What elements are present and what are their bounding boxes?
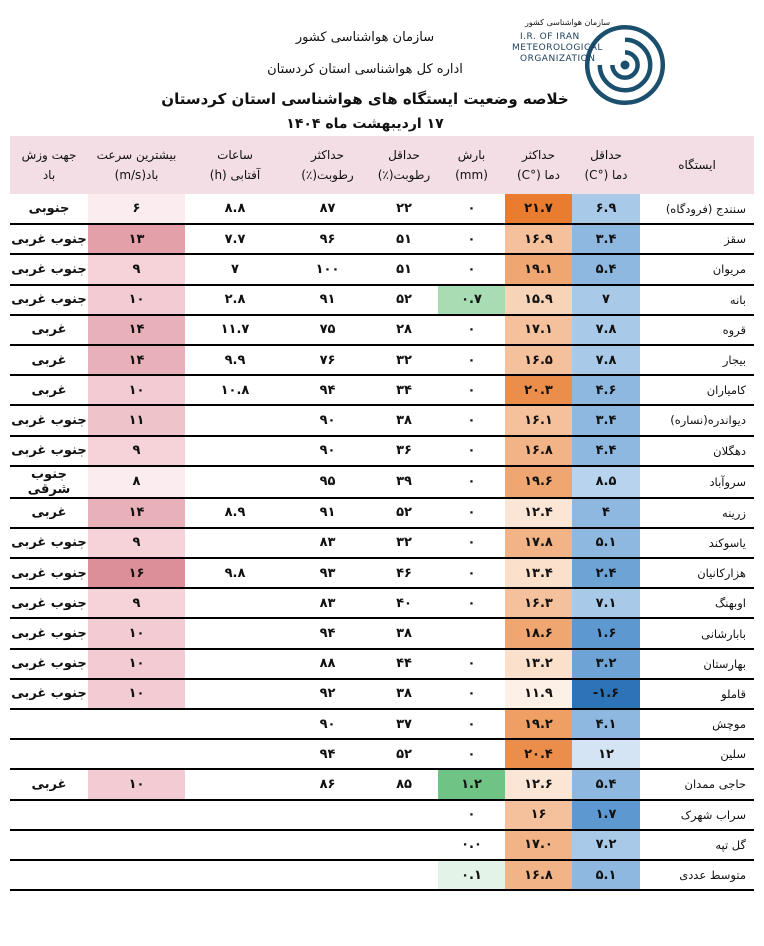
cell-wind [88, 709, 185, 739]
cell-wind: ۱۶ [88, 558, 185, 588]
cell-sun: ۷.۷ [185, 224, 285, 254]
cell-station: سلین [640, 739, 754, 769]
cell-precip: ۰ [438, 436, 505, 466]
cell-tmax: ۱۷.۱ [505, 315, 572, 345]
cell-wind [88, 800, 185, 830]
cell-rhmax: ۸۷ [285, 194, 370, 224]
cell-rhmin [370, 830, 438, 860]
cell-station: موچش [640, 709, 754, 739]
cell-sun [185, 860, 285, 890]
cell-sun [185, 588, 285, 618]
cell-tmax: ۱۶.۸ [505, 860, 572, 890]
cell-rhmin: ۳۸ [370, 679, 438, 709]
report-header [0, 0, 764, 140]
cell-wind: ۱۴ [88, 498, 185, 528]
cell-station: دیواندره(نساره) [640, 405, 754, 435]
cell-wind: ۱۱ [88, 405, 185, 435]
cell-station: سنندج (فرودگاه) [640, 194, 754, 224]
cell-tmin: ۵.۱ [572, 860, 640, 890]
cell-rhmin: ۲۲ [370, 194, 438, 224]
cell-precip: ۰ [438, 345, 505, 375]
cell-sun [185, 618, 285, 648]
report-date: ۱۷ اردیبهشت ماه ۱۴۰۴ [286, 116, 444, 132]
cell-tmax: ۱۸.۶ [505, 618, 572, 648]
cell-tmax: ۱۵.۹ [505, 285, 572, 315]
cell-station: هزارکانیان [640, 558, 754, 588]
cell-wind: ۱۰ [88, 649, 185, 679]
cell-station: بهارستان [640, 649, 754, 679]
cell-dir: غربی [10, 315, 88, 345]
cell-wind [88, 860, 185, 890]
cell-rhmax: ۹۴ [285, 375, 370, 405]
cell-precip: ۰ [438, 709, 505, 739]
cell-tmin: ۸.۵ [572, 466, 640, 498]
col-tmin: حداقل دما (°C) [572, 136, 640, 194]
cell-station: یاسوکند [640, 528, 754, 558]
table-row [10, 315, 754, 345]
table-row [10, 436, 754, 466]
office-name: اداره کل هواشناسی استان کردستان [267, 62, 463, 77]
cell-tmin: ۳.۴ [572, 224, 640, 254]
cell-rhmax: ۹۶ [285, 224, 370, 254]
cell-tmin: ۴.۴ [572, 436, 640, 466]
cell-dir: جنوب غربی [10, 224, 88, 254]
cell-dir: جنوب غربی [10, 618, 88, 648]
cell-sun [185, 830, 285, 860]
col-station: ایستگاه [640, 136, 754, 194]
table-row [10, 709, 754, 739]
col-dir: جهت وزش باد [10, 136, 88, 194]
cell-station: دهگلان [640, 436, 754, 466]
cell-tmax: ۱۶.۹ [505, 224, 572, 254]
cell-precip: ۰.۷ [438, 285, 505, 315]
cell-wind: ۹ [88, 588, 185, 618]
cell-wind: ۹ [88, 436, 185, 466]
cell-tmax: ۱۶.۳ [505, 588, 572, 618]
cell-tmax: ۱۷.۰ [505, 830, 572, 860]
cell-station: قروه [640, 315, 754, 345]
cell-tmax: ۱۱.۹ [505, 679, 572, 709]
cell-tmax: ۲۱.۷ [505, 194, 572, 224]
cell-rhmin: ۵۱ [370, 224, 438, 254]
cell-dir: جنوب غربی [10, 285, 88, 315]
cell-rhmin: ۳۹ [370, 466, 438, 498]
cell-precip: ۰ [438, 588, 505, 618]
cell-tmax: ۱۲.۶ [505, 769, 572, 799]
cell-dir: جنوب شرقی [10, 466, 88, 498]
table-row [10, 739, 754, 769]
cell-tmax: ۱۹.۱ [505, 254, 572, 284]
table-row [10, 618, 754, 648]
cell-dir: غربی [10, 345, 88, 375]
cell-wind: ۱۳ [88, 224, 185, 254]
cell-wind: ۱۰ [88, 679, 185, 709]
cell-wind: ۹ [88, 254, 185, 284]
cell-tmin: ۱.۶ [572, 618, 640, 648]
cell-sun: ۱۰.۸ [185, 375, 285, 405]
cell-rhmax: ۱۰۰ [285, 254, 370, 284]
cell-tmax: ۱۹.۲ [505, 709, 572, 739]
logo-line-1: I.R. OF IRAN [520, 32, 580, 42]
cell-rhmax: ۹۰ [285, 405, 370, 435]
cell-dir [10, 709, 88, 739]
cell-tmin: ۷.۸ [572, 315, 640, 345]
cell-wind: ۱۰ [88, 375, 185, 405]
cell-station: سروآباد [640, 466, 754, 498]
table-row [10, 800, 754, 830]
cell-dir: جنوب غربی [10, 254, 88, 284]
cell-tmin: ۱.۷ [572, 800, 640, 830]
cell-rhmax: ۹۰ [285, 436, 370, 466]
cell-rhmax: ۸۳ [285, 588, 370, 618]
cell-tmax: ۱۳.۲ [505, 649, 572, 679]
cell-sun: ۲.۸ [185, 285, 285, 315]
cell-tmin: ۵.۱ [572, 528, 640, 558]
cell-rhmin [370, 800, 438, 830]
cell-rhmin: ۵۲ [370, 498, 438, 528]
report-title: خلاصه وضعیت ایستگاه های هواشناسی استان کردستان [161, 90, 569, 108]
org-name: سازمان هواشناسی کشور [295, 30, 435, 45]
col-tmax: حداکثر دما (°C) [505, 136, 572, 194]
cell-precip [438, 618, 505, 648]
cell-wind: ۶ [88, 194, 185, 224]
cell-rhmin: ۳۸ [370, 405, 438, 435]
cell-tmax: ۱۹.۶ [505, 466, 572, 498]
cell-sun [185, 528, 285, 558]
table-row [10, 588, 754, 618]
cell-tmin: ۷.۲ [572, 830, 640, 860]
cell-rhmin: ۳۷ [370, 709, 438, 739]
table-row [10, 466, 754, 498]
cell-station: سراب شهرک [640, 800, 754, 830]
cell-rhmax: ۹۰ [285, 709, 370, 739]
table-row [10, 649, 754, 679]
cell-precip: ۰ [438, 800, 505, 830]
cell-precip: ۰ [438, 254, 505, 284]
cell-dir [10, 860, 88, 890]
col-wind: بیشترین سرعت باد(m/s) [88, 136, 185, 194]
cell-rhmax: ۹۳ [285, 558, 370, 588]
cell-rhmin: ۳۲ [370, 528, 438, 558]
meteorological-logo-icon [580, 20, 670, 110]
cell-rhmax [285, 800, 370, 830]
table-row [10, 405, 754, 435]
cell-rhmax: ۹۱ [285, 285, 370, 315]
cell-sun: ۸.۹ [185, 498, 285, 528]
cell-sun [185, 405, 285, 435]
cell-dir: غربی [10, 498, 88, 528]
logo-fa-text: سازمان هواشناسی کشور [525, 18, 611, 27]
cell-wind [88, 739, 185, 769]
cell-station: اوبهنگ [640, 588, 754, 618]
table-row [10, 285, 754, 315]
cell-station: متوسط عددی [640, 860, 754, 890]
cell-tmax: ۱۷.۸ [505, 528, 572, 558]
cell-rhmax: ۹۱ [285, 498, 370, 528]
cell-station: حاجی ممدان [640, 769, 754, 799]
cell-rhmin: ۳۸ [370, 618, 438, 648]
table-header-row [10, 136, 754, 194]
cell-rhmin: ۵۱ [370, 254, 438, 284]
cell-dir: جنوب غربی [10, 528, 88, 558]
cell-tmin: ۷.۸ [572, 345, 640, 375]
cell-tmin: ۱.۶- [572, 679, 640, 709]
cell-rhmax: ۹۴ [285, 739, 370, 769]
cell-wind: ۱۰ [88, 285, 185, 315]
logo-line-2: METEOROLOGICAL [512, 43, 603, 53]
cell-rhmax: ۹۵ [285, 466, 370, 498]
cell-precip: ۰ [438, 466, 505, 498]
cell-precip: ۰ [438, 194, 505, 224]
cell-sun [185, 769, 285, 799]
cell-dir [10, 800, 88, 830]
cell-tmin: ۳.۲ [572, 649, 640, 679]
cell-tmin: ۵.۴ [572, 769, 640, 799]
cell-rhmin: ۵۲ [370, 285, 438, 315]
cell-dir: غربی [10, 375, 88, 405]
cell-tmax: ۲۰.۳ [505, 375, 572, 405]
cell-station: سقز [640, 224, 754, 254]
cell-sun: ۷ [185, 254, 285, 284]
cell-rhmin: ۴۰ [370, 588, 438, 618]
cell-precip: ۰ [438, 649, 505, 679]
cell-tmax: ۱۶.۸ [505, 436, 572, 466]
table-row [10, 528, 754, 558]
col-rhmax: حداکثر رطوبت(٪) [285, 136, 370, 194]
cell-sun [185, 466, 285, 498]
cell-dir: غربی [10, 769, 88, 799]
cell-dir: جنوبی [10, 194, 88, 224]
table-row [10, 830, 754, 860]
cell-sun: ۹.۸ [185, 558, 285, 588]
col-precip: بارش (mm) [438, 136, 505, 194]
cell-rhmax: ۷۶ [285, 345, 370, 375]
cell-tmin: ۱۲ [572, 739, 640, 769]
cell-precip: ۱.۲ [438, 769, 505, 799]
cell-tmax: ۱۶.۵ [505, 345, 572, 375]
cell-rhmin: ۵۲ [370, 739, 438, 769]
cell-station: کامیاران [640, 375, 754, 405]
cell-rhmax: ۸۸ [285, 649, 370, 679]
cell-sun: ۸.۸ [185, 194, 285, 224]
cell-dir: جنوب غربی [10, 558, 88, 588]
cell-station: گل تپه [640, 830, 754, 860]
table-row [10, 860, 754, 890]
cell-sun: ۹.۹ [185, 345, 285, 375]
cell-precip: ۰ [438, 739, 505, 769]
table-row [10, 498, 754, 528]
cell-wind: ۱۰ [88, 618, 185, 648]
cell-rhmin: ۳۲ [370, 345, 438, 375]
cell-tmin: ۴.۶ [572, 375, 640, 405]
cell-wind: ۱۴ [88, 345, 185, 375]
cell-tmax: ۲۰.۴ [505, 739, 572, 769]
cell-station: قاملو [640, 679, 754, 709]
cell-station: مریوان [640, 254, 754, 284]
cell-dir: جنوب غربی [10, 679, 88, 709]
cell-sun [185, 800, 285, 830]
cell-rhmax [285, 830, 370, 860]
cell-sun: ۱۱.۷ [185, 315, 285, 345]
cell-rhmax: ۸۶ [285, 769, 370, 799]
col-rhmin: حداقل رطوبت(٪) [370, 136, 438, 194]
table-row [10, 375, 754, 405]
cell-tmin: ۴.۱ [572, 709, 640, 739]
table-row [10, 254, 754, 284]
cell-dir [10, 739, 88, 769]
cell-station: زرینه [640, 498, 754, 528]
cell-tmax: ۱۲.۴ [505, 498, 572, 528]
table-row [10, 345, 754, 375]
table-row [10, 679, 754, 709]
cell-tmax: ۱۶.۱ [505, 405, 572, 435]
cell-tmin: ۳.۴ [572, 405, 640, 435]
weather-table [10, 136, 754, 891]
logo-line-3: ORGANIZATION [520, 54, 596, 64]
cell-rhmin: ۸۵ [370, 769, 438, 799]
cell-wind: ۱۴ [88, 315, 185, 345]
cell-rhmax: ۹۲ [285, 679, 370, 709]
cell-dir: جنوب غربی [10, 649, 88, 679]
cell-sun [185, 739, 285, 769]
cell-tmin: ۷ [572, 285, 640, 315]
cell-station: بابارشانی [640, 618, 754, 648]
cell-wind: ۱۰ [88, 769, 185, 799]
table-row [10, 558, 754, 588]
cell-sun [185, 436, 285, 466]
cell-rhmin: ۳۴ [370, 375, 438, 405]
cell-precip: ۰ [438, 375, 505, 405]
cell-precip: ۰ [438, 405, 505, 435]
cell-precip: ۰ [438, 679, 505, 709]
cell-dir: جنوب غربی [10, 588, 88, 618]
cell-tmax: ۱۳.۴ [505, 558, 572, 588]
cell-rhmin: ۴۴ [370, 649, 438, 679]
table-row [10, 194, 754, 224]
cell-rhmax [285, 860, 370, 890]
cell-precip: ۰.۰ [438, 830, 505, 860]
cell-tmin: ۷.۱ [572, 588, 640, 618]
cell-rhmin [370, 860, 438, 890]
cell-precip: ۰ [438, 498, 505, 528]
cell-dir [10, 830, 88, 860]
cell-tmin: ۴ [572, 498, 640, 528]
cell-rhmax: ۹۴ [285, 618, 370, 648]
col-sun: ساعات آفتابی (h) [185, 136, 285, 194]
table-row [10, 224, 754, 254]
cell-rhmax: ۸۳ [285, 528, 370, 558]
cell-station: بانه [640, 285, 754, 315]
cell-tmin: ۲.۴ [572, 558, 640, 588]
cell-station: بیجار [640, 345, 754, 375]
cell-precip: ۰ [438, 558, 505, 588]
cell-dir: جنوب غربی [10, 436, 88, 466]
cell-tmin: ۶.۹ [572, 194, 640, 224]
cell-sun [185, 649, 285, 679]
table-row [10, 769, 754, 799]
cell-precip: ۰ [438, 315, 505, 345]
cell-rhmin: ۲۸ [370, 315, 438, 345]
cell-precip: ۰.۱ [438, 860, 505, 890]
cell-rhmin: ۳۶ [370, 436, 438, 466]
cell-tmin: ۵.۴ [572, 254, 640, 284]
cell-sun [185, 709, 285, 739]
cell-precip: ۰ [438, 224, 505, 254]
cell-tmax: ۱۶ [505, 800, 572, 830]
cell-rhmax: ۷۵ [285, 315, 370, 345]
cell-precip: ۰ [438, 528, 505, 558]
cell-sun [185, 679, 285, 709]
cell-wind [88, 830, 185, 860]
cell-rhmin: ۴۶ [370, 558, 438, 588]
cell-wind: ۸ [88, 466, 185, 498]
cell-dir: جنوب غربی [10, 405, 88, 435]
table-body [10, 194, 754, 890]
cell-wind: ۹ [88, 528, 185, 558]
